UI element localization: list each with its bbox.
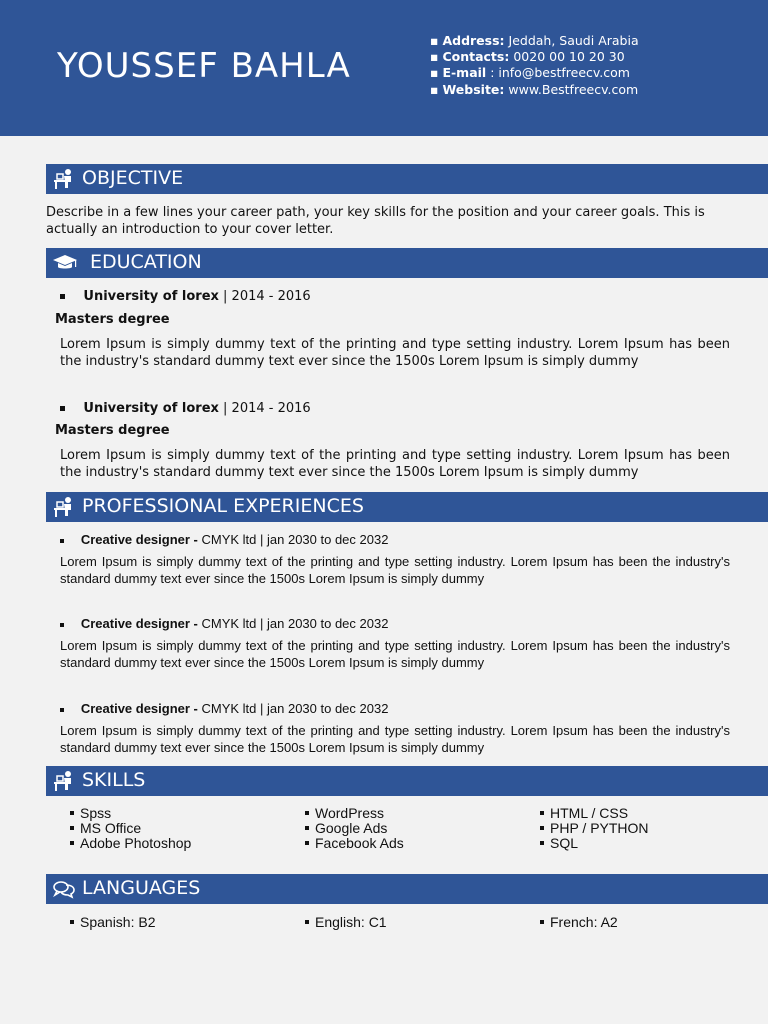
skills-column-1	[70, 806, 191, 851]
section-title: PROFESSIONAL EXPERIENCES	[82, 495, 364, 517]
section-experience-header	[46, 492, 768, 522]
section-title: OBJECTIVE	[82, 167, 184, 189]
skill-item: MS Office	[70, 821, 191, 836]
contact-website: ▪ Website: www.Bestfreecv.com	[430, 81, 639, 97]
skill-item: WordPress	[305, 806, 404, 821]
bullet-icon	[60, 294, 65, 299]
contact-email: ▪ E-mail : info@bestfreecv.com	[430, 65, 630, 81]
desk-person-icon	[52, 168, 76, 190]
skill-item: SQL	[540, 836, 649, 851]
section-title: SKILLS	[82, 769, 146, 791]
section-skills-header	[46, 766, 768, 796]
language-item-2: English: C1	[305, 915, 387, 930]
skill-item: Adobe Photoshop	[70, 836, 191, 851]
section-title: EDUCATION	[90, 251, 202, 273]
experience-item-1-text: Lorem Ipsum is simply dummy text of the printing and type setting industry. Lorem Ipsum has been the industry's standard dummy text ever since the 1500s Lorem Ipsum is simply dummy	[60, 554, 730, 586]
section-languages-header	[46, 874, 768, 904]
education-item-1-heading: University of lorex | 2014 - 2016	[60, 289, 311, 306]
experience-item-3-heading: Creative designer - CMYK ltd | jan 2030 to dec 2032	[60, 701, 388, 718]
education-item-1-degree: Masters degree	[55, 312, 170, 327]
desk-person-icon	[52, 496, 76, 518]
candidate-name: YOUSSEF BAHLA	[57, 46, 351, 86]
skills-column-2	[305, 806, 404, 851]
language-item-1: Spanish: B2	[70, 915, 156, 930]
speech-bubbles-icon	[52, 878, 76, 900]
contact-address: ▪ Address: Jeddah, Saudi Arabia	[430, 33, 639, 48]
bullet-icon	[60, 708, 64, 712]
section-title: LANGUAGES	[82, 877, 201, 899]
section-education-header	[46, 248, 768, 278]
skill-item: Facebook Ads	[305, 836, 404, 851]
skills-column-3	[540, 806, 649, 851]
graduation-cap-icon	[52, 254, 78, 272]
experience-item-3-text: Lorem Ipsum is simply dummy text of the printing and type setting industry. Lorem Ipsum has been the industry's standard dummy text ever since the 1500s Lorem Ipsum is simply dummy	[60, 723, 730, 755]
bullet-icon	[60, 623, 64, 627]
experience-item-2-text: Lorem Ipsum is simply dummy text of the printing and type setting industry. Lorem Ipsum has been the industry's standard dummy text ever since the 1500s Lorem Ipsum is simply dummy	[60, 638, 730, 670]
skill-item: PHP / PYTHON	[540, 821, 649, 836]
skill-item: Google Ads	[305, 821, 404, 836]
education-item-1-text: Lorem Ipsum is simply dummy text of the printing and type setting industry. Lorem Ipsum has been the industry's standard dummy text ever since the 1500s Lorem Ipsum is simply dummy	[60, 337, 730, 369]
skill-item: Spss	[70, 806, 191, 821]
desk-person-icon	[52, 770, 76, 792]
experience-item-2-heading: Creative designer - CMYK ltd | jan 2030 to dec 2032	[60, 616, 388, 633]
bullet-icon	[60, 406, 65, 411]
contact-phone: ▪ Contacts: 0020 00 10 20 30	[430, 49, 625, 65]
experience-item-1-heading: Creative designer - CMYK ltd | jan 2030 to dec 2032	[60, 532, 388, 549]
header-banner	[0, 0, 768, 136]
education-item-2-text: Lorem Ipsum is simply dummy text of the printing and type setting industry. Lorem Ipsum has been the industry's standard dummy text ever since the 1500s Lorem Ipsum is simply dummy	[60, 448, 730, 480]
bullet-icon	[60, 539, 64, 543]
objective-text: Describe in a few lines your career path, your key skills for the position and your career goals. This is actually an introduction to your cover letter.	[46, 205, 705, 237]
section-objective-header	[46, 164, 768, 194]
language-item-3: French: A2	[540, 915, 618, 930]
skill-item: HTML / CSS	[540, 806, 649, 821]
education-item-2-heading: University of lorex | 2014 - 2016	[60, 401, 311, 418]
education-item-2-degree: Masters degree	[55, 423, 170, 438]
contact-info	[430, 33, 639, 98]
